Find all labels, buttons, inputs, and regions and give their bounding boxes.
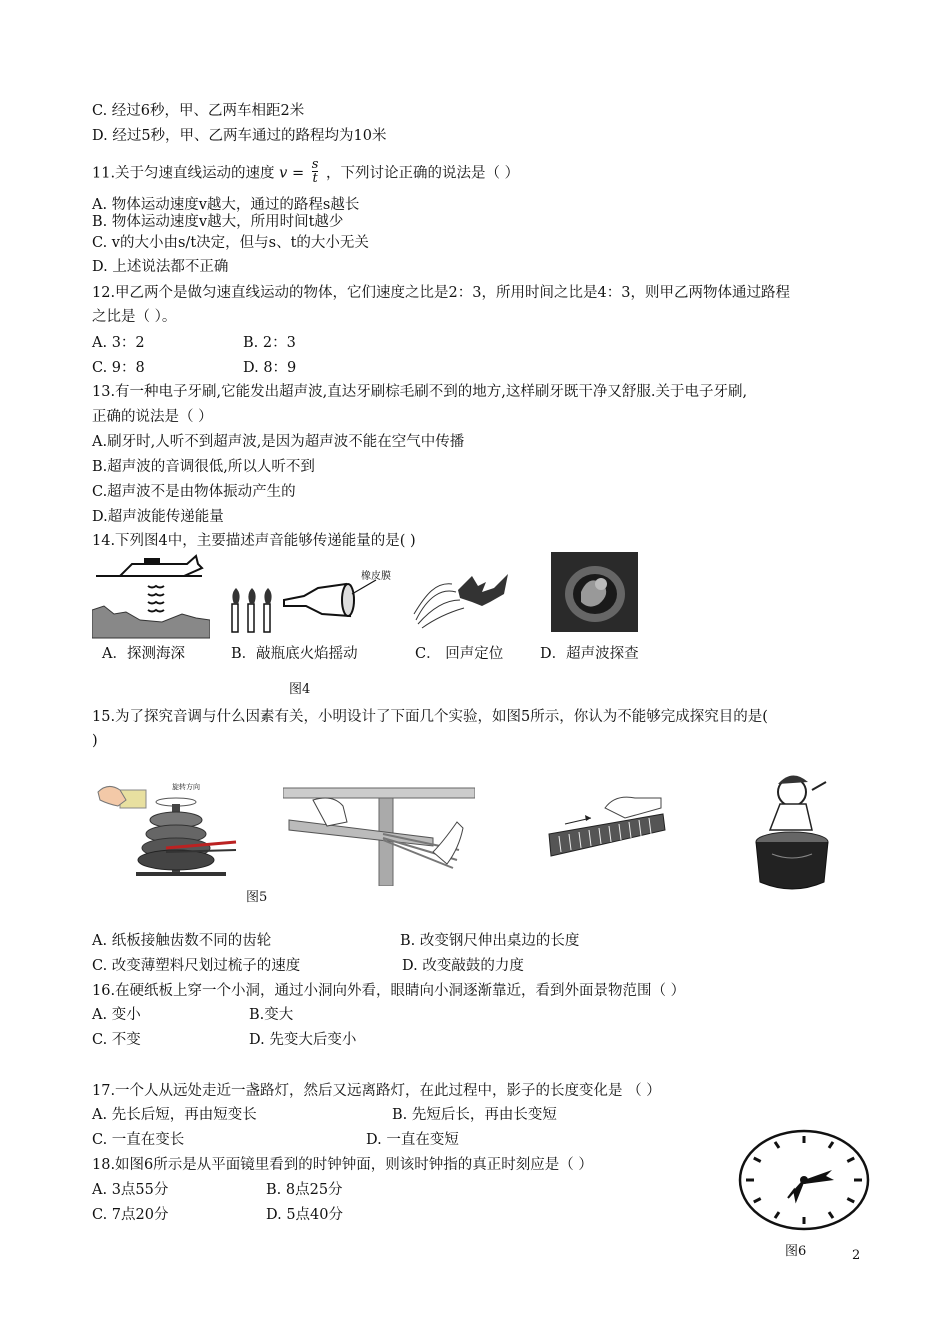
fig4-label: 图4 (289, 682, 311, 697)
q11-formula-fraction (312, 158, 319, 185)
q11-stem-text: 11.关于匀速直线运动的速度 (92, 165, 275, 182)
q12-option-a: A. 3：2 (92, 335, 145, 351)
q16-option-d: D. 先变大后变小 (249, 1032, 357, 1048)
q12-option-d: D. 8：9 (243, 360, 297, 376)
q14-stem: 14.下列图4中，主要描述声音能够传递能量的是( ) (92, 533, 416, 549)
ruler-desk-figure (283, 780, 475, 886)
q17-option-b: B. 先短后长，再由长变短 (392, 1107, 557, 1123)
q18-option-b: B. 8点25分 (266, 1182, 343, 1198)
q16-stem: 16.在硬纸板上穿一个小洞，通过小洞向外看，眼睛向小洞逐渐靠近，看到外面景物范围（ ） (92, 983, 686, 999)
q15-stem-line1: 15.为了探究音调与什么因素有关，小明设计了下面几个实验，如图5所示，你认为不能够完成探究目的是( (92, 709, 768, 725)
fig4-caption-d: D．超声波探查 (540, 646, 639, 662)
q11-option-b: B. 物体运动速度v越大，所用时间t越少 (92, 214, 344, 230)
q15-stem-line2: ) (92, 733, 98, 749)
q12-option-b: B. 2：3 (243, 335, 296, 351)
q11-option-d: D. 上述说法都不正确 (92, 259, 229, 275)
q18-option-a: A. 3点55分 (92, 1182, 169, 1198)
q12-stem-line1: 12.甲乙两个是做匀速直线运动的物体，它们速度之比是2：3，所用时间之比是4：3，则甲乙两物体通过路程 (92, 285, 790, 301)
q11-formula-v: v = (279, 165, 305, 182)
q15-option-a: A. 纸板接触齿数不同的齿轮 (92, 933, 272, 949)
q17-stem: 17.一个人从远处走近一盏路灯，然后又远离路灯，在此过程中，影子的长度变化是 （ ） (92, 1083, 661, 1099)
q15-option-b: B. 改变钢尺伸出桌边的长度 (400, 933, 580, 949)
rotation-direction-label: 旋转方向 (172, 783, 200, 791)
q11-option-a: A. 物体运动速度v越大，通过的路程s越长 (92, 197, 360, 213)
q18-stem: 18.如图6所示是从平面镜里看到的时钟钟面，则该时钟指的真正时刻应是（ ） (92, 1157, 593, 1173)
q13-option-b: B.超声波的音调很低,所以人听不到 (92, 459, 315, 475)
bat-echolocation-figure (412, 568, 516, 632)
rubber-membrane-label: 橡皮膜 (361, 571, 391, 582)
q13-stem-line2: 正确的说法是（ ） (92, 409, 213, 425)
fig4-caption-b: B．敲瓶底火焰摇动 (231, 646, 358, 662)
q18-option-d: D. 5点40分 (266, 1207, 344, 1223)
q13-option-d: D.超声波能传递能量 (92, 509, 224, 525)
ultrasound-scan-figure (551, 552, 638, 632)
mirror-clock-figure (736, 1128, 872, 1232)
q11-option-c: C. v的大小由s/t决定，但与s、t的大小无关 (92, 235, 369, 251)
q16-option-c: C. 不变 (92, 1032, 141, 1048)
q15-option-c: C. 改变薄塑料尺划过梳子的速度 (92, 958, 301, 974)
ship-sounding-figure (92, 552, 210, 640)
q10-option-c: C. 经过6秒，甲、乙两车相距2米 (92, 103, 305, 119)
q11-formula-numerator: s (311, 157, 319, 172)
comb-ruler-figure (545, 786, 667, 866)
drum-figure (752, 770, 836, 896)
page-number: 2 (852, 1248, 861, 1263)
q13-stem-line1: 13.有一种电子牙刷,它能发出超声波,直达牙刷棕毛刷不到的地方,这样刷牙既干净又舒服.关于电子牙刷, (92, 384, 748, 400)
q11-stem (92, 157, 520, 187)
q12-option-c: C. 9：8 (92, 360, 145, 376)
q18-option-c: C. 7点20分 (92, 1207, 169, 1223)
gear-card-figure (96, 770, 246, 884)
q13-option-c: C.超声波不是由物体振动产生的 (92, 484, 296, 500)
q15-option-d: D. 改变敲鼓的力度 (402, 958, 524, 974)
q13-option-a: A.刷牙时,人听不到超声波,是因为超声波不能在空气中传播 (92, 434, 465, 450)
q11-stem-tail: ，下列讨论正确的说法是（ ） (326, 165, 520, 182)
q16-option-b: B.变大 (249, 1007, 294, 1023)
fig5-label: 图5 (246, 890, 268, 905)
q17-option-d: D. 一直在变短 (366, 1132, 459, 1148)
fig4-caption-a: A．探测海深 (102, 646, 185, 662)
q11-formula-denominator: t (312, 171, 318, 186)
q10-option-d: D. 经过5秒，甲、乙两车通过的路程均为10米 (92, 128, 387, 144)
q17-option-a: A. 先长后短，再由短变长 (92, 1107, 257, 1123)
fig6-label: 图6 (785, 1244, 807, 1259)
fig4-caption-c: C． 回声定位 (415, 646, 504, 662)
q17-option-c: C. 一直在变长 (92, 1132, 185, 1148)
q16-option-a: A. 变小 (92, 1007, 141, 1023)
q12-stem-line2: 之比是（ ）。 (92, 309, 177, 325)
